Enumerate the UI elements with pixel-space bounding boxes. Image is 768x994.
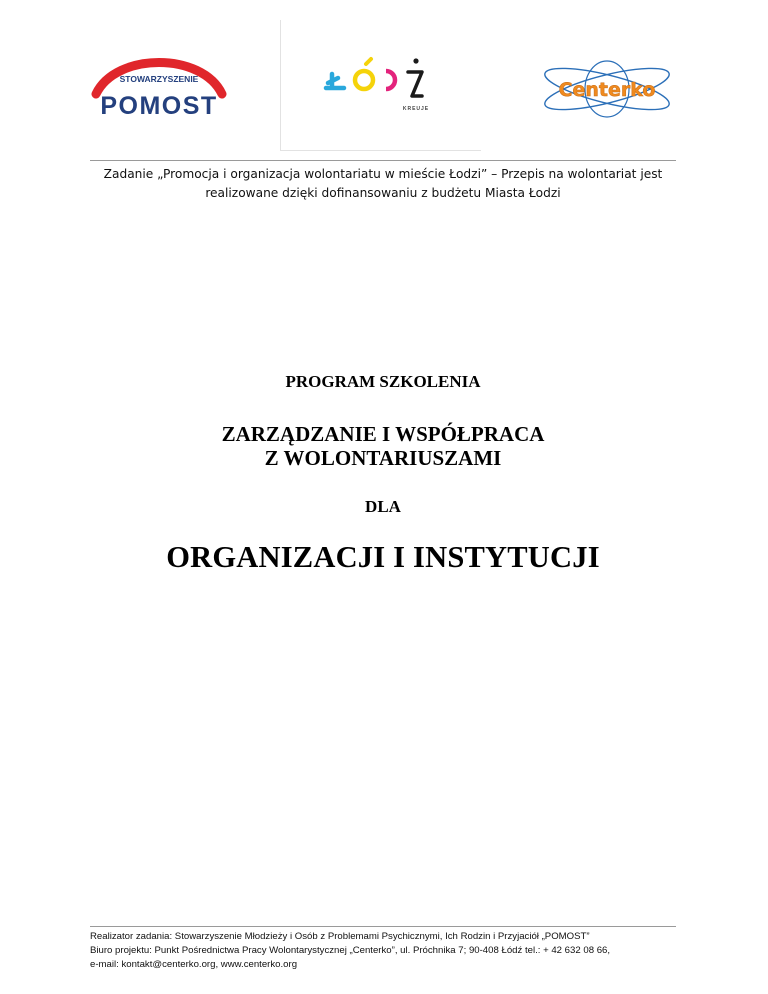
course-title-line: ZARZĄDZANIE I WSPÓŁPRACA xyxy=(221,422,545,446)
footer xyxy=(90,930,690,972)
for-label: DLA xyxy=(365,497,401,516)
audience-title: ORGANIZACJI I INSTYTUCJI xyxy=(166,540,600,574)
lodz-logo-caption: KREUJE xyxy=(402,106,430,112)
footer-line-contact: e-mail: kontakt@centerko.org, www.centerko.org xyxy=(90,959,298,970)
course-title-line: Z WOLONTARIUSZAMI xyxy=(264,446,502,470)
header-note xyxy=(90,165,676,203)
header-divider xyxy=(90,160,676,161)
program-label: PROGRAM SZKOLENIA xyxy=(285,372,481,391)
course-title xyxy=(90,422,676,470)
lodz-kreuje-logo xyxy=(322,52,444,118)
footer-line-organizer: Realizator zadania: Stowarzyszenie Młodzieży i Osób z Problemami Psychicznymi, Ich Rodzin i Przyjaciół „POMOST” xyxy=(90,931,590,942)
centerko-logo xyxy=(538,58,676,120)
header-note-line: Zadanie „Promocja i organizacja wolontariatu w mieście Łodzi” – Przepis na wolontariat jest xyxy=(103,167,663,181)
footer-line-office: Biuro projektu: Punkt Pośrednictwa Pracy Wolontarystycznej „Centerko”, ul. Próchnika 7; 90-408 Łódź tel.: + 42 632 08 66, xyxy=(90,945,611,956)
pomost-logo-top-text: STOWARZYSZENIE xyxy=(119,74,199,84)
pomost-logo-main-text: POMOST xyxy=(100,92,218,120)
header-note-line: realizowane dzięki dofinansowaniu z budżetu Miasta Łodzi xyxy=(205,186,561,200)
centerko-logo-text: Centerko xyxy=(558,79,656,101)
footer-divider xyxy=(90,926,676,927)
pomost-logo xyxy=(86,54,232,124)
